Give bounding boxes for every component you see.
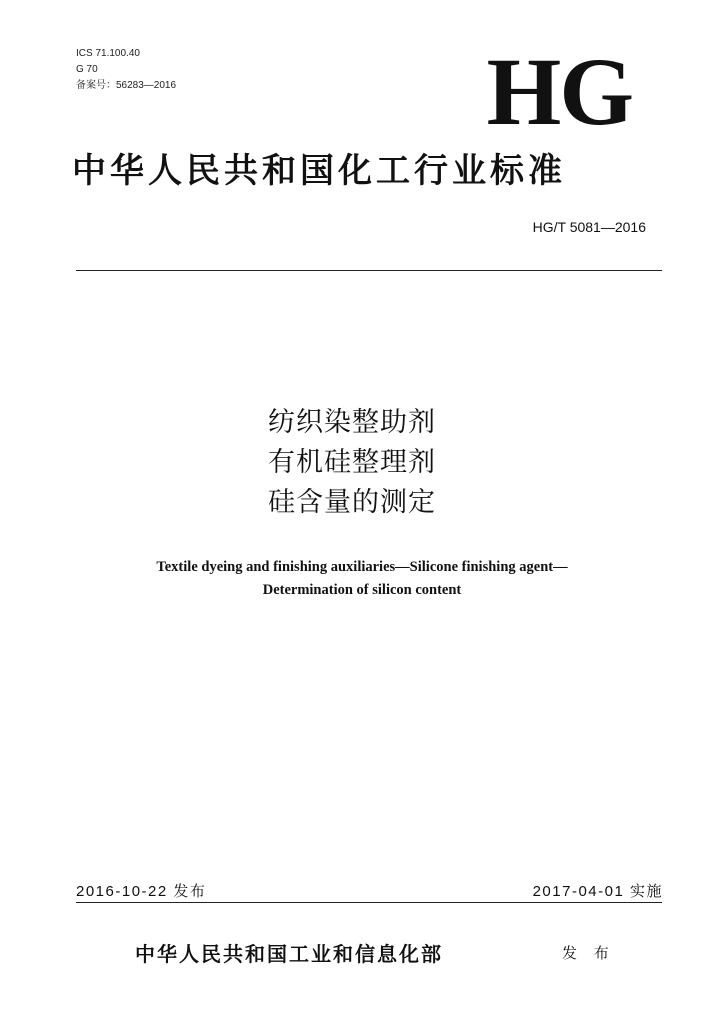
chinese-title-line: 硅含量的测定 [268,487,436,518]
publish-label: 发 布 [562,944,615,962]
ccs-code: G 70 [76,64,98,75]
standard-code: HG/T 5081—2016 [532,219,646,235]
ics-code: ICS 71.100.40 [76,48,140,59]
standard-title: 中华人民共和国化工行业标准 [72,151,566,191]
english-title-line: Determination of silicon content [262,582,462,598]
effective-date: 2017-04-01 实施 [532,883,663,900]
english-title-line: Textile dyeing and finishing auxiliaries—Silicone finishing agent— [156,559,568,575]
chinese-title [268,403,436,523]
top-divider [76,270,662,271]
chinese-title-line: 有机硅整理剂 [268,447,436,478]
publisher-name: 中华人民共和国工业和信息化部 [135,942,443,966]
english-title [60,556,664,602]
bottom-divider [76,902,662,903]
hg-logo: HG [486,38,632,145]
chinese-title-line: 纺织染整助剂 [268,407,436,438]
issue-date: 2016-10-22 发布 [76,883,207,900]
record-number: 备案号：56283—2016 [76,80,177,91]
classification-block [76,46,176,94]
